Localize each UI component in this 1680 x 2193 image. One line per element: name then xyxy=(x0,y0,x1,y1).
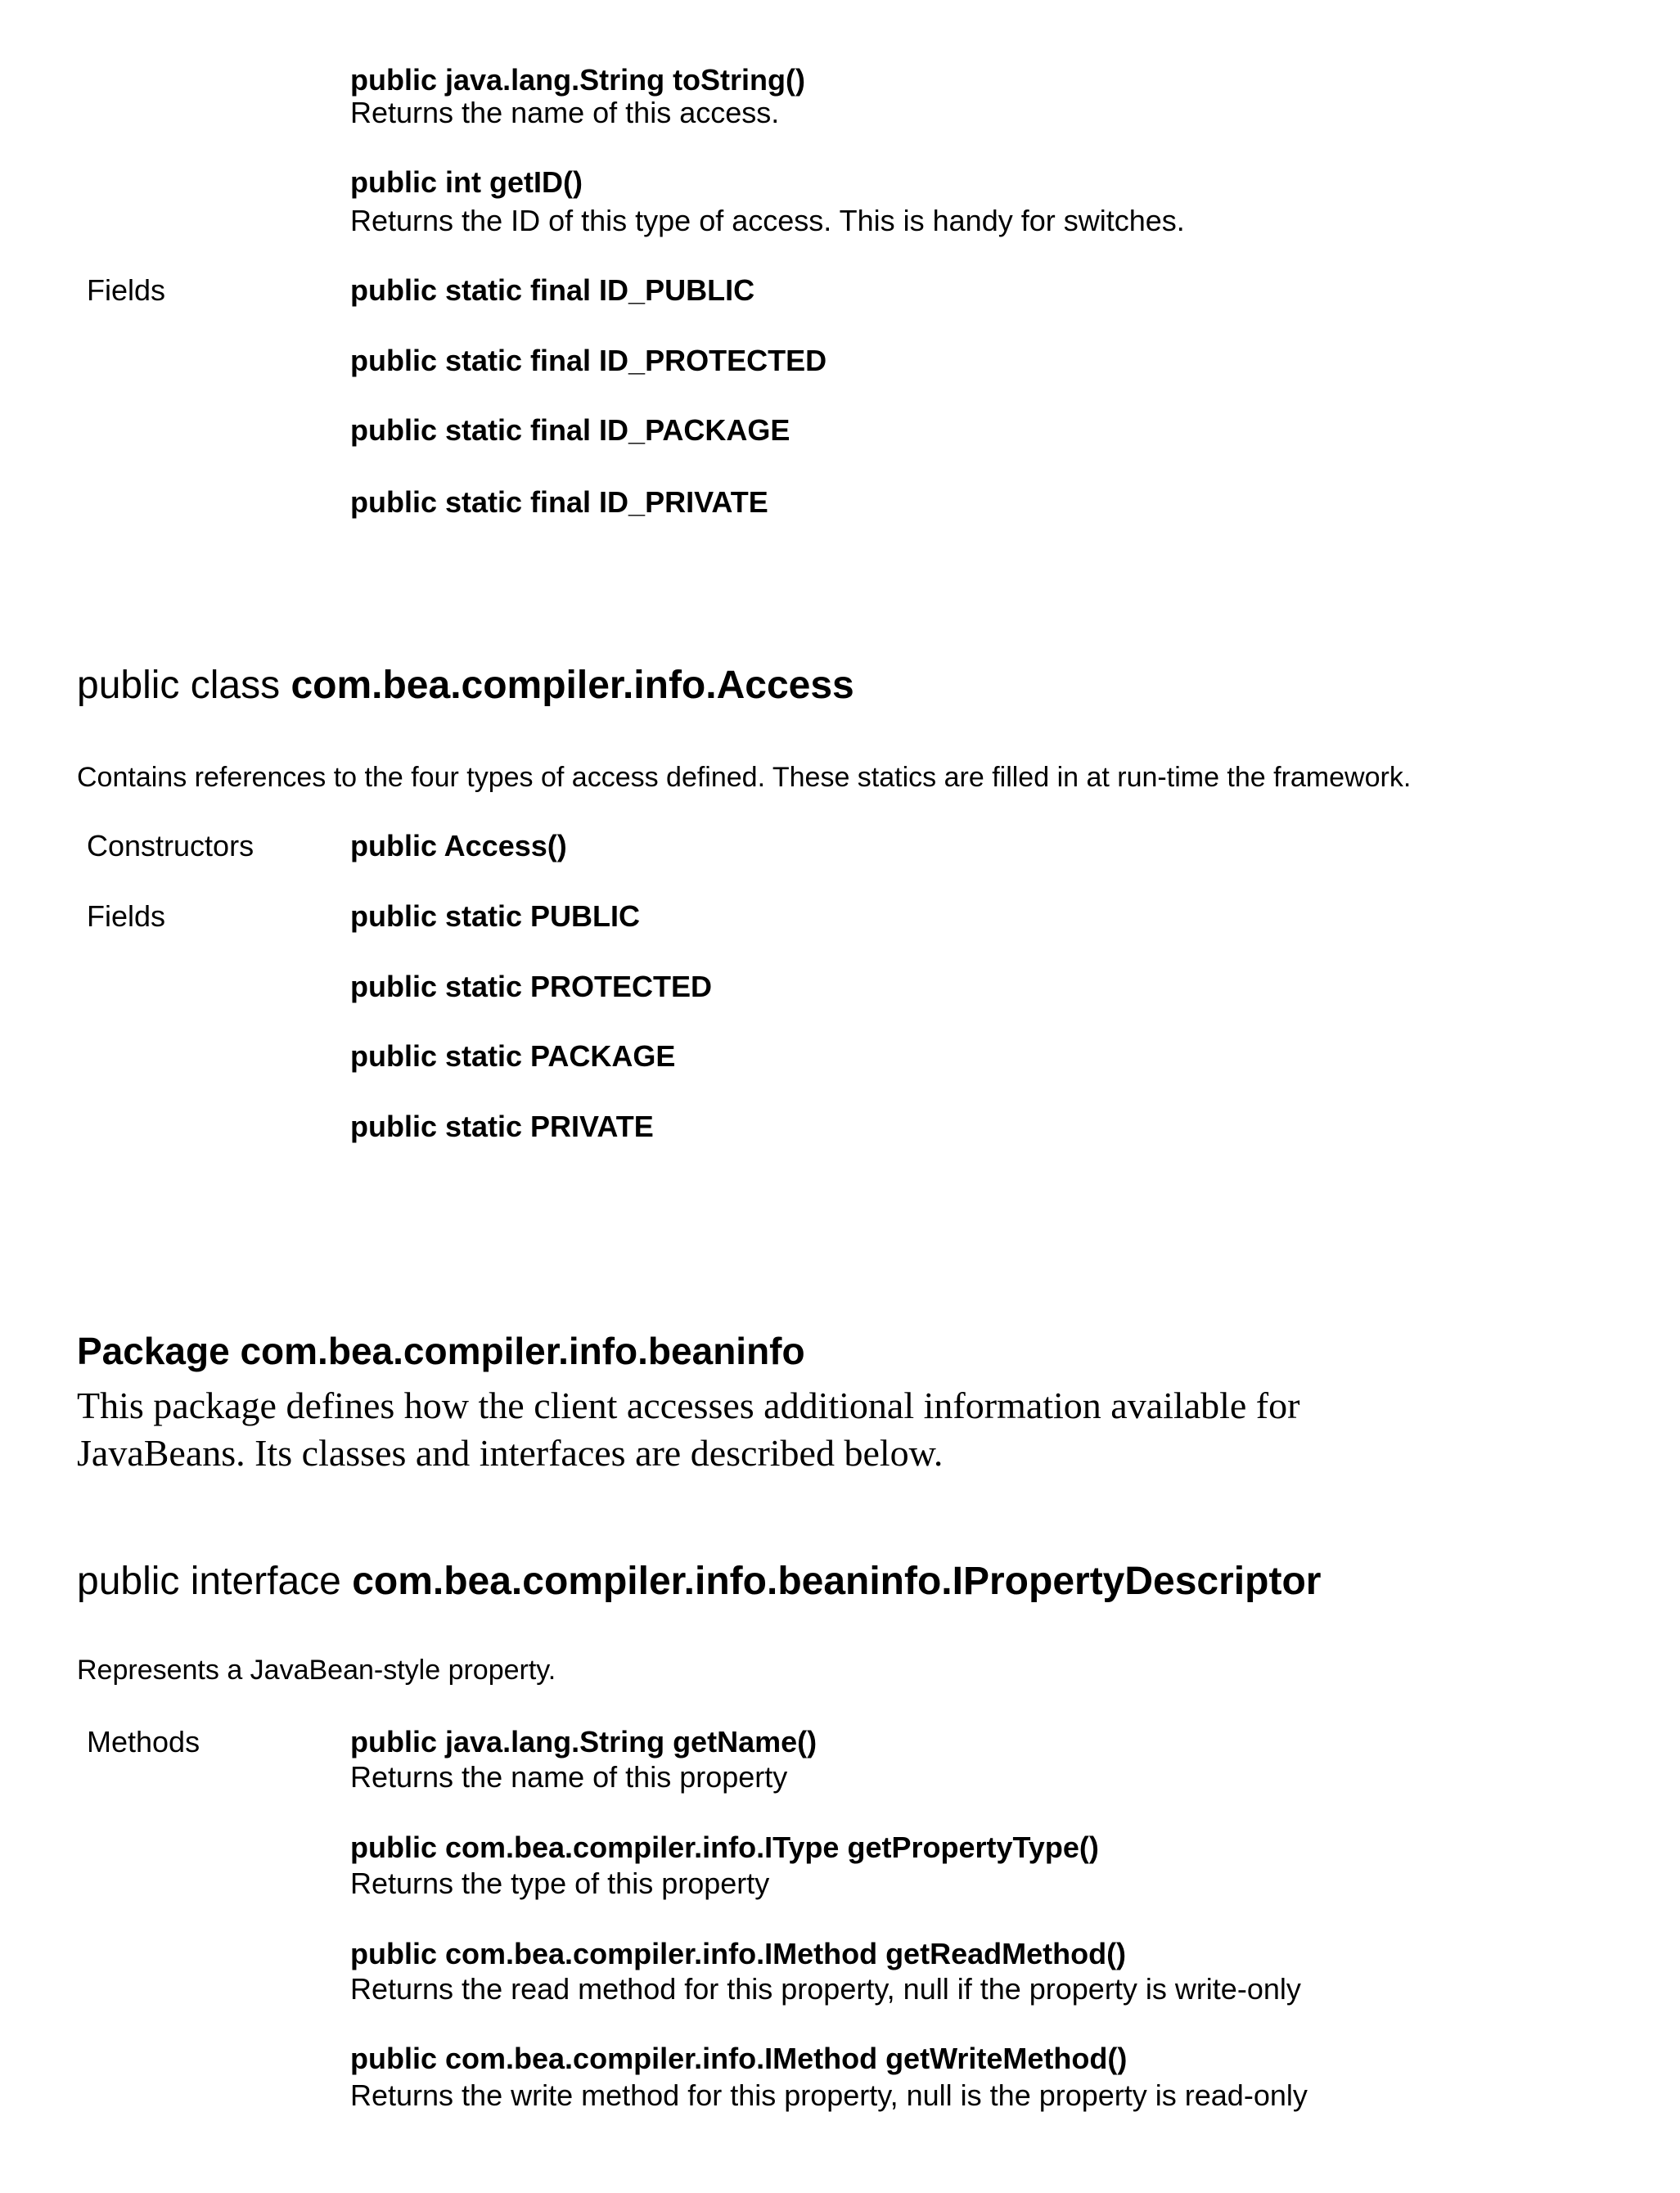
interface-heading xyxy=(77,1562,1321,1601)
method-description: Returns the name of this property xyxy=(350,1763,787,1792)
method-description: Returns the name of this access. xyxy=(350,98,779,128)
field-signature: public static PUBLIC xyxy=(350,902,640,931)
field-signature: public static PACKAGE xyxy=(350,1042,675,1071)
method-signature: public com.bea.compiler.info.IMethod getReadMethod() xyxy=(350,1939,1126,1969)
fields-label: Fields xyxy=(87,902,165,931)
class-description: Contains references to the four types of access defined. These statics are filled in at run-time the framework. xyxy=(77,763,1411,791)
interface-description: Represents a JavaBean-style property. xyxy=(77,1656,556,1684)
field-signature: public static final ID_PUBLIC xyxy=(350,276,754,305)
method-signature: public com.bea.compiler.info.IMethod getWriteMethod() xyxy=(350,2044,1127,2074)
package-description-line: JavaBeans. Its classes and interfaces are described below. xyxy=(77,1434,943,1472)
class-heading-prefix: public class xyxy=(77,664,291,707)
method-description: Returns the ID of this type of access. This is handy for switches. xyxy=(350,206,1185,236)
method-signature: public com.bea.compiler.info.IType getPropertyType() xyxy=(350,1833,1099,1862)
field-signature: public static PROTECTED xyxy=(350,972,712,1002)
fields-label: Fields xyxy=(87,276,165,305)
field-signature: public static PRIVATE xyxy=(350,1112,654,1142)
field-signature: public static final ID_PROTECTED xyxy=(350,346,826,376)
method-description: Returns the type of this property xyxy=(350,1869,769,1898)
method-description: Returns the read method for this property, null if the property is write-only xyxy=(350,1975,1301,2004)
class-heading xyxy=(77,666,854,705)
constructors-label: Constructors xyxy=(87,831,254,861)
interface-heading-name: com.bea.compiler.info.beaninfo.IPropertyDescriptor xyxy=(352,1560,1321,1603)
method-signature: public java.lang.String toString() xyxy=(350,65,805,95)
interface-heading-prefix: public interface xyxy=(77,1560,352,1603)
method-signature: public java.lang.String getName() xyxy=(350,1727,817,1757)
package-heading: Package com.bea.compiler.info.beaninfo xyxy=(77,1332,805,1370)
method-signature: public int getID() xyxy=(350,168,583,197)
class-heading-name: com.bea.compiler.info.Access xyxy=(291,664,854,707)
methods-label: Methods xyxy=(87,1727,200,1757)
constructor-signature: public Access() xyxy=(350,831,567,861)
field-signature: public static final ID_PACKAGE xyxy=(350,416,790,445)
field-signature: public static final ID_PRIVATE xyxy=(350,488,768,517)
package-description-line: This package defines how the client accesses additional information available for xyxy=(77,1387,1299,1425)
method-description: Returns the write method for this property, null is the property is read-only xyxy=(350,2081,1308,2110)
